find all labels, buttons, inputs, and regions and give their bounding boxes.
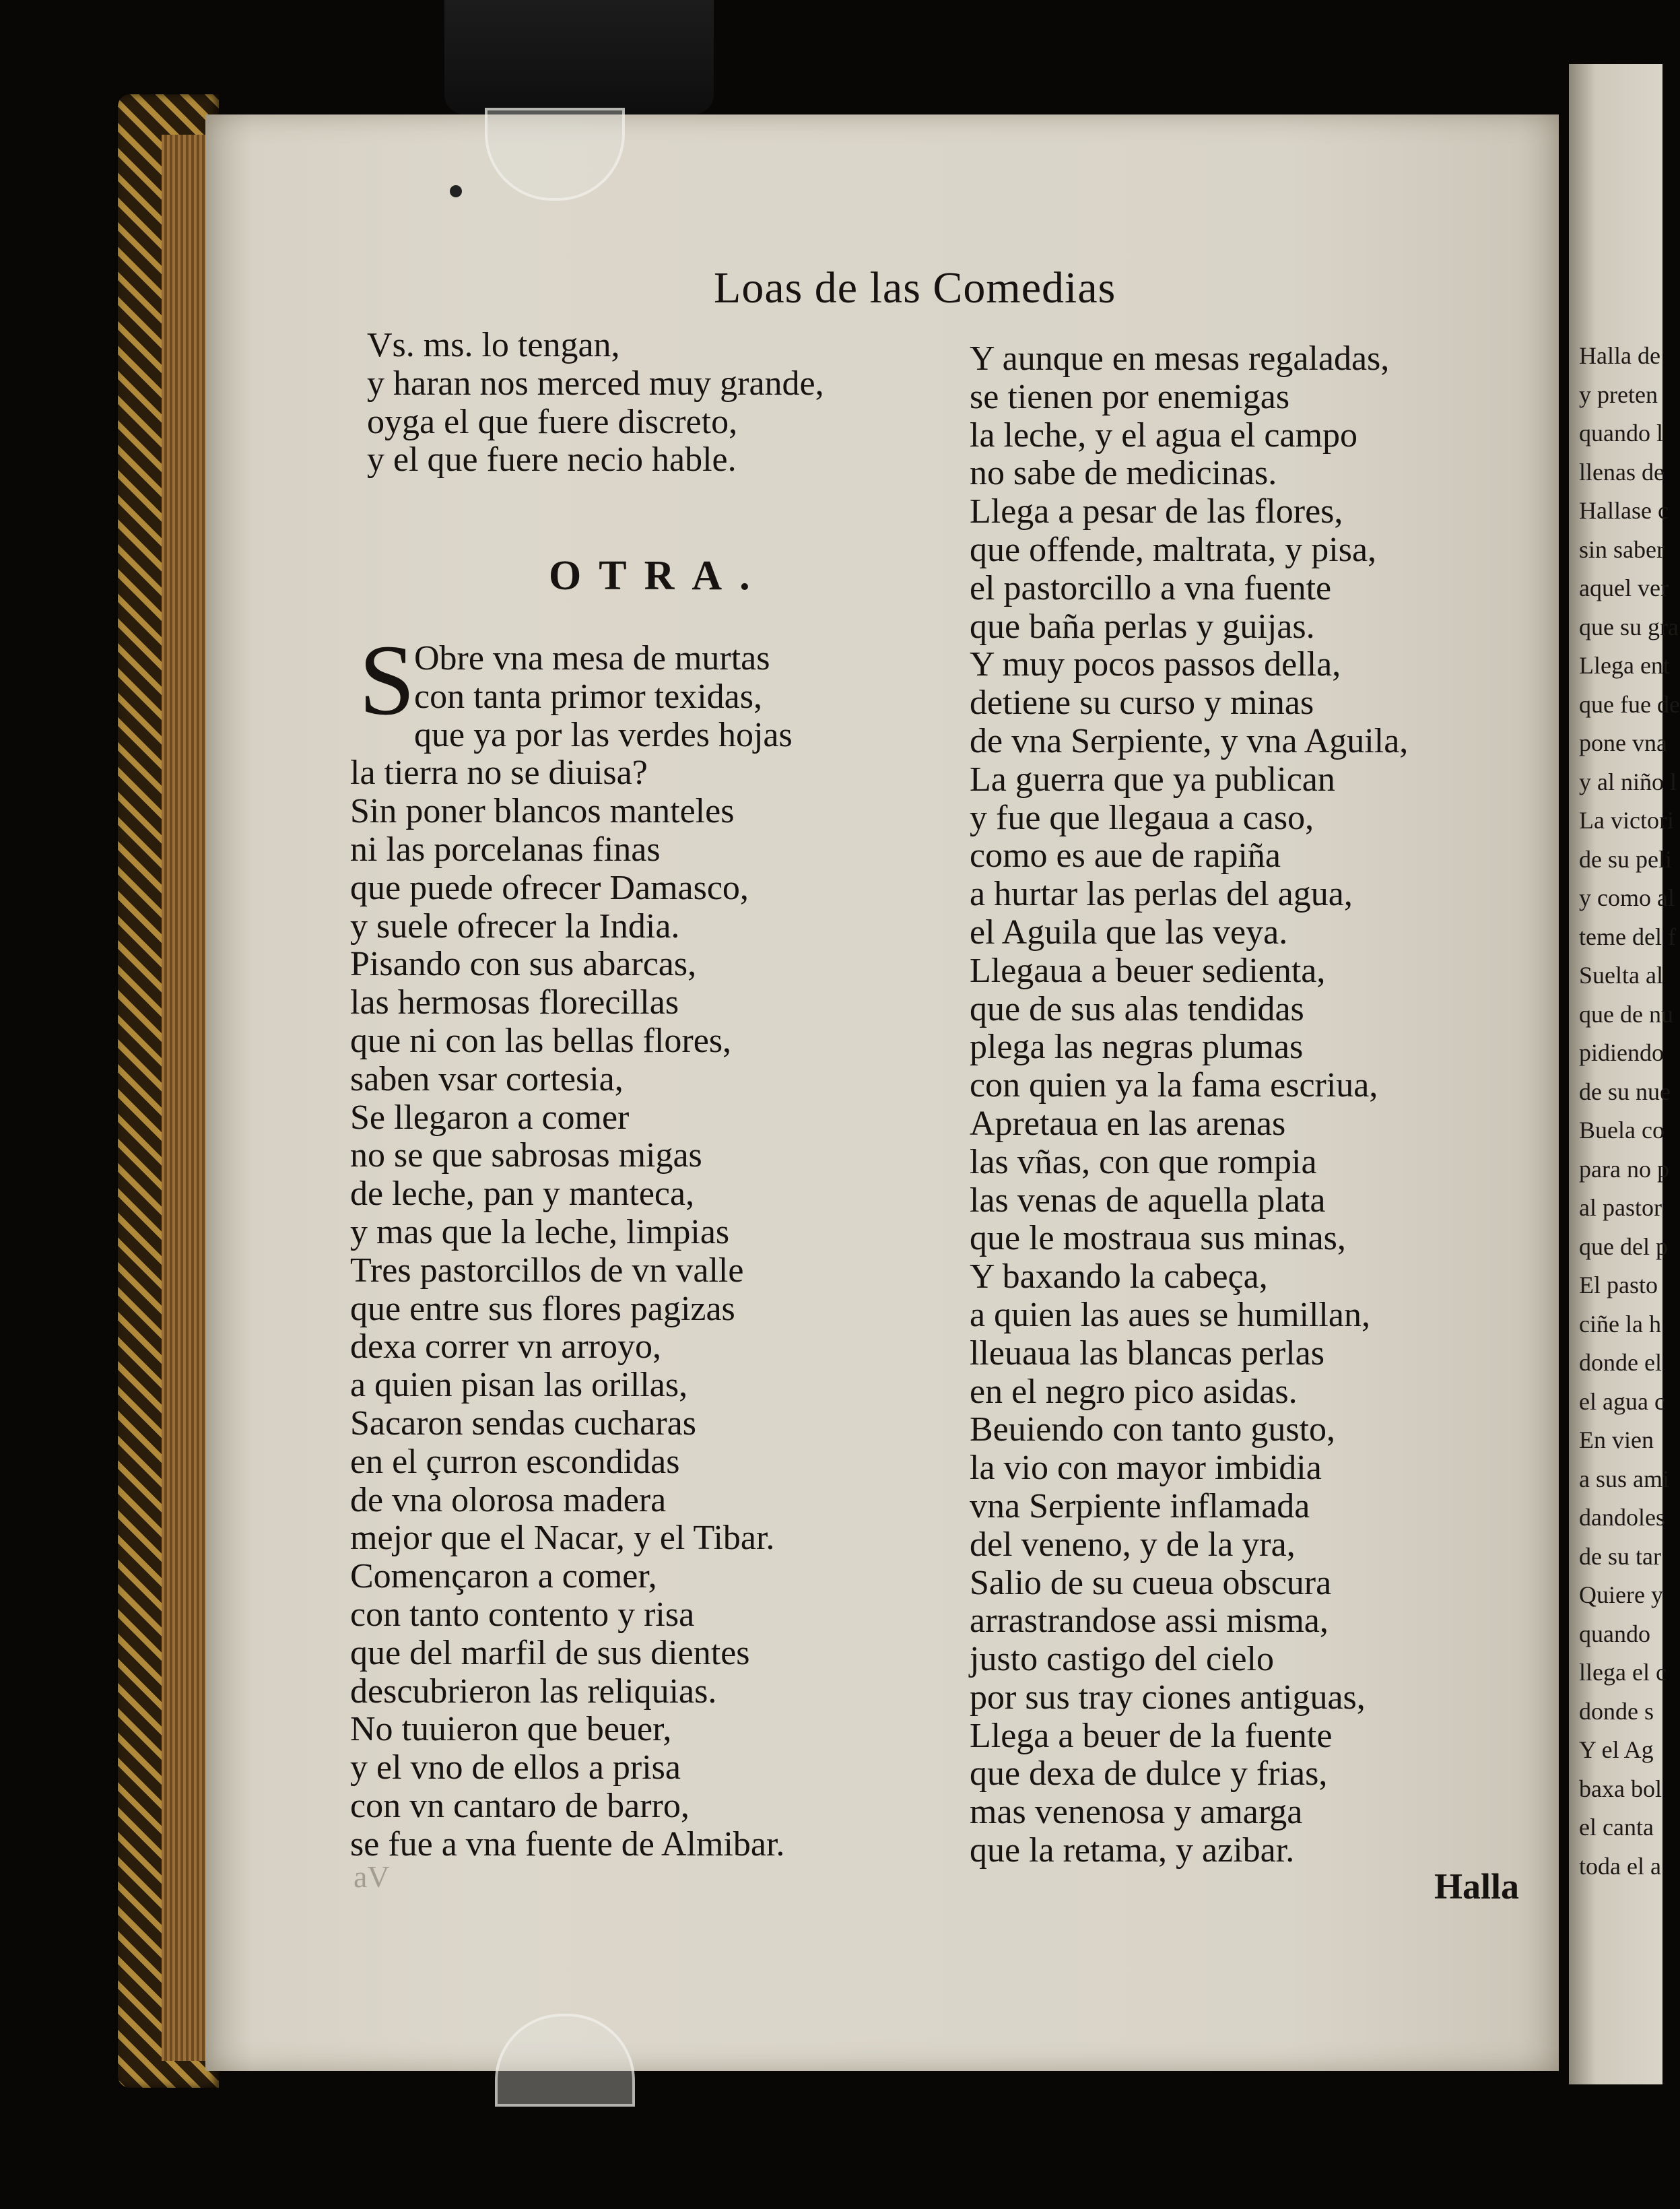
verse-line: dexa correr vn arroyo,	[350, 1327, 661, 1366]
verse-line: Llega a beuer de la fuente	[970, 1716, 1333, 1755]
page-fore-edge	[162, 135, 209, 2061]
verse-line: que puede ofrecer Damasco,	[350, 868, 749, 907]
verse-line: que de sus alas tendidas	[970, 989, 1304, 1028]
verse-line: a quien pisan las orillas,	[350, 1366, 688, 1405]
fragment-line: donde s	[1579, 1697, 1654, 1725]
fragment-line: baxa bol	[1579, 1775, 1662, 1802]
verse-line: que offende, maltrata, y pisa,	[970, 530, 1377, 569]
verse-line: mas venenosa y amarga	[970, 1793, 1303, 1832]
verse-line: de vna olorosa madera	[350, 1480, 667, 1519]
verse-line: Apretaua en las arenas	[970, 1104, 1286, 1143]
verse-line: arrastrandose assi misma,	[970, 1602, 1329, 1641]
fragment-line: pidiendo	[1579, 1039, 1664, 1066]
verse-line: a hurtar las perlas del agua,	[970, 875, 1353, 914]
fragment-line: toda el a	[1579, 1852, 1661, 1880]
fragment-line: el canta	[1579, 1814, 1654, 1841]
verse-line: mejor que el Nacar, y el Tibar.	[350, 1519, 775, 1558]
opening-verse	[367, 327, 824, 480]
verse-line: detiene su curso y minas	[970, 684, 1314, 723]
verse-line: por sus tray ciones antiguas,	[970, 1678, 1366, 1717]
verse-line: que entre sus flores pagizas	[350, 1289, 735, 1328]
verse-line: de vna Serpiente, y vna Aguila,	[970, 721, 1409, 760]
verse-line: de leche, pan y manteca,	[350, 1175, 695, 1214]
verse-line: La guerra que ya publican	[970, 760, 1335, 799]
fragment-line: al pastor	[1579, 1194, 1662, 1221]
verse-line: descubrieron las reliquias.	[350, 1672, 717, 1711]
verse-line: el Aguila que las veya.	[970, 913, 1288, 952]
ink-dot	[450, 185, 462, 197]
verse-line: no sabe de medicinas.	[970, 454, 1277, 493]
adjacent-page-text	[1579, 337, 1680, 1886]
poem-right-column	[970, 340, 1408, 1870]
verse-line: No tuuieron que beuer,	[350, 1710, 672, 1749]
fragment-line: donde el	[1579, 1349, 1662, 1376]
fragment-line: llega el c	[1579, 1659, 1667, 1686]
verse-line: y suele ofrecer la India.	[350, 906, 680, 946]
verse-line: con vn cantaro de barro,	[350, 1786, 690, 1825]
fragment-line: El pasto	[1579, 1272, 1658, 1298]
verse-line: Llega a pesar de las flores,	[970, 492, 1343, 531]
verse-line: Pisando con sus abarcas,	[350, 945, 697, 984]
verse-line: se tienen por enemigas	[970, 377, 1290, 416]
verse-line: se fue a vna fuente de Almibar.	[350, 1824, 785, 1864]
poem-left-column	[350, 640, 793, 1864]
fragment-line: llenas de	[1579, 458, 1665, 486]
fragment-line: de su nue	[1579, 1078, 1671, 1105]
verse-line: las venas de aquella plata	[970, 1181, 1326, 1220]
fragment-line: a sus ami	[1579, 1465, 1669, 1492]
verse-line: Sacaron sendas cucharas	[350, 1404, 696, 1443]
fragment-line: y como al	[1579, 884, 1675, 911]
verse-line: que la retama, y azibar.	[970, 1831, 1295, 1870]
fragment-line: teme del f	[1579, 923, 1676, 950]
verse-line: Començaron a comer,	[350, 1557, 657, 1596]
section-title: OTRA.	[549, 553, 768, 599]
fragment-line: y preten	[1579, 381, 1658, 408]
verse-line: Tres pastorcillos de vn valle	[350, 1251, 744, 1290]
book-cradle-strap	[444, 0, 714, 114]
fragment-line: La victori	[1579, 807, 1674, 834]
fragment-line: que del p	[1579, 1232, 1668, 1260]
fragment-line: sin saber	[1579, 535, 1665, 563]
verse-line: la tierra no se diuisa?	[350, 754, 648, 793]
fragment-line: para no p	[1579, 1155, 1669, 1183]
verse-line: no se que sabrosas migas	[350, 1136, 702, 1175]
verse-line: Sin poner blancos manteles	[350, 792, 735, 831]
fragment-line: Y el Ag	[1579, 1736, 1654, 1763]
fragment-line: Quiere y	[1579, 1581, 1663, 1608]
fragment-line: aquel ver	[1579, 574, 1669, 601]
fragment-line: y al niño l	[1579, 768, 1677, 795]
verse-line: Salio de su cueua obscura	[970, 1563, 1332, 1602]
verse-line: Se llegaron a comer	[350, 1098, 630, 1137]
verse-line: lleuaua las blancas perlas	[970, 1333, 1324, 1373]
verse-line: del veneno, y de la yra,	[970, 1525, 1296, 1564]
verse-line: con tanto contento y risa	[350, 1595, 695, 1634]
verse-line: vna Serpiente inflamada	[970, 1486, 1310, 1525]
verse-line: ni las porcelanas finas	[350, 830, 661, 869]
fragment-line: pone vna	[1579, 729, 1667, 756]
verse-line: que baña perlas y guijas.	[970, 607, 1315, 646]
fragment-line: Hallase c	[1579, 497, 1669, 524]
fragment-line: Suelta al	[1579, 962, 1663, 989]
verse-line: como es aue de rapiña	[970, 836, 1281, 876]
fragment-line: que fue de	[1579, 690, 1680, 718]
verse-line: Obre vna mesa de murtas	[414, 639, 770, 678]
fragment-line: Buela co	[1579, 1117, 1665, 1144]
fragment-line: quando l	[1579, 420, 1663, 447]
verse-line: las vñas, con que rompia	[970, 1142, 1317, 1181]
verse-line: Llegaua a beuer sedienta,	[970, 951, 1326, 990]
fragment-line: En vien	[1579, 1426, 1654, 1453]
verse-line: con quien ya la fama escriua,	[970, 1066, 1378, 1105]
verse-line: a quien las aues se humillan,	[970, 1295, 1370, 1334]
fragment-line: que su gra	[1579, 613, 1679, 640]
fragment-line: Llega ent	[1579, 652, 1670, 679]
verse-line: Y aunque en mesas regaladas,	[970, 339, 1390, 378]
verse-line: y haran nos merced muy grande,	[367, 364, 824, 403]
verse-line: en el negro pico asidas.	[970, 1372, 1298, 1411]
fragment-line: el agua c	[1579, 1387, 1665, 1415]
fragment-line: de su peli	[1579, 845, 1672, 873]
verse-line: oyga el que fuere discreto,	[367, 402, 738, 441]
verse-line: Beuiendo con tanto gusto,	[970, 1410, 1336, 1449]
verse-line: la leche, y el agua el campo	[970, 416, 1358, 455]
fragment-line: de su tar	[1579, 1542, 1661, 1570]
verse-line: y fue que llegaua a caso,	[970, 798, 1314, 837]
fragment-line: quando	[1579, 1620, 1650, 1647]
verse-line: la vio con mayor imbidia	[970, 1449, 1322, 1488]
verse-line: saben vsar cortesia,	[350, 1059, 624, 1098]
verse-line: justo castigo del cielo	[970, 1640, 1275, 1679]
verse-line: que le mostraua sus minas,	[970, 1219, 1346, 1258]
verse-line: con tanta primor texidas,	[414, 677, 762, 716]
running-head: Loas de las Comedias	[714, 263, 1116, 312]
fragment-line: que de nu	[1579, 1000, 1673, 1028]
catchword: Halla	[1434, 1866, 1520, 1907]
verse-line: en el çurron escondidas	[350, 1442, 680, 1481]
fragment-line: dandoles	[1579, 1504, 1665, 1531]
verse-line: Y baxando la cabeça,	[970, 1257, 1268, 1296]
verse-line: que dexa de dulce y frias,	[970, 1754, 1328, 1793]
verse-line: Vs. ms. lo tengan,	[367, 326, 620, 364]
fragment-line: Halla de	[1579, 342, 1660, 369]
verse-line: el pastorcillo a vna fuente	[970, 568, 1332, 607]
verse-line: que del marfil de sus dientes	[350, 1633, 750, 1672]
verse-line: y el vno de ellos a prisa	[350, 1748, 681, 1787]
verse-line: y mas que la leche, limpias	[350, 1212, 730, 1251]
verse-line: que ya por las verdes hojas	[414, 715, 793, 754]
verse-line: plega las negras plumas	[970, 1028, 1304, 1067]
show-through-mark: aV	[354, 1859, 390, 1894]
drop-cap: S	[359, 624, 415, 736]
verse-line: que ni con las bellas flores,	[350, 1021, 732, 1060]
fragment-line: ciñe la h	[1579, 1310, 1661, 1338]
verse-line: y el que fuere necio hable.	[367, 440, 737, 480]
verse-line: Y muy pocos passos della,	[970, 645, 1341, 684]
verse-line: las hermosas florecillas	[350, 983, 679, 1022]
